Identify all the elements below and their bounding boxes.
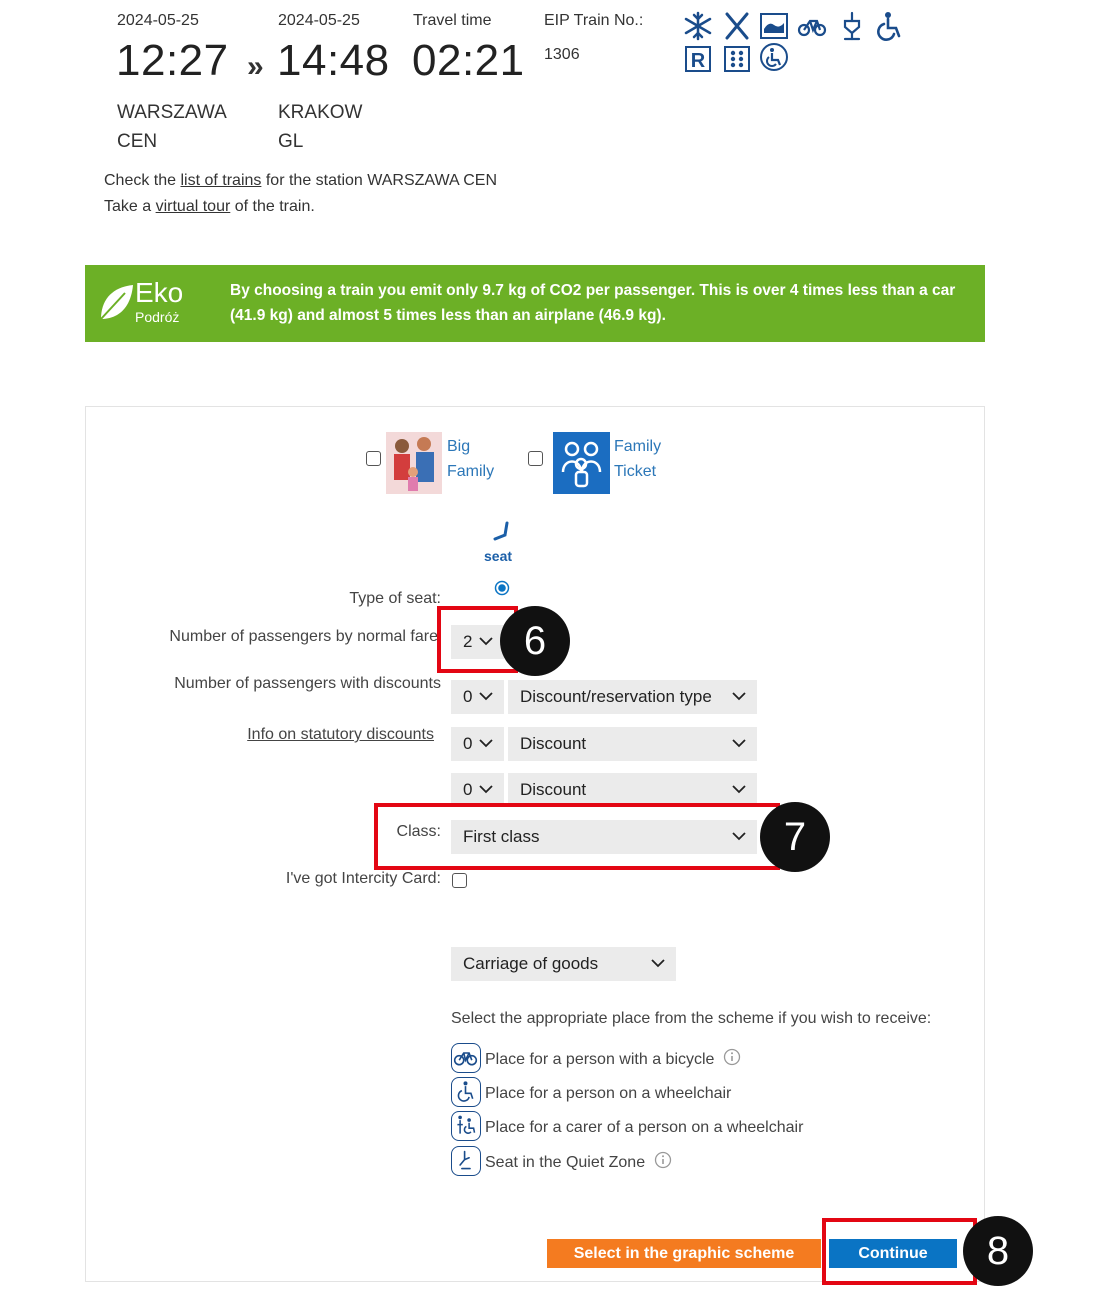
big-family-image xyxy=(386,432,442,494)
family-ticket-checkbox[interactable] xyxy=(528,451,543,466)
snowflake-icon xyxy=(683,11,713,41)
arrival-time: 14:48 xyxy=(277,36,390,85)
tour-prefix: Take a xyxy=(104,198,156,215)
check-suffix: for the station WARSZAWA CEN xyxy=(261,172,498,189)
type-of-seat-label: Type of seat: xyxy=(349,590,441,607)
carriage-value: Carriage of goods xyxy=(463,954,599,973)
step-8-badge: 8 xyxy=(963,1216,1033,1286)
family-ticket-label xyxy=(614,434,661,484)
statutory-discounts-link[interactable]: Info on statutory discounts xyxy=(247,726,434,743)
departure-station-line2: CEN xyxy=(117,131,158,152)
continue-button[interactable]: Continue xyxy=(829,1239,957,1268)
chevron-down-icon xyxy=(650,947,666,981)
arrival-station-line2: GL xyxy=(278,131,304,152)
departure-date: 2024-05-25 xyxy=(117,12,199,29)
quiet-zone-icon xyxy=(722,44,752,74)
big-family-label xyxy=(447,434,494,484)
family-ticket-line2: Ticket xyxy=(614,463,657,480)
arrival-station xyxy=(278,98,408,156)
highlight-class xyxy=(374,803,780,870)
direction-separator: » xyxy=(247,50,264,83)
discount-count-value: 0 xyxy=(463,780,473,799)
chevron-down-icon xyxy=(731,773,747,807)
eko-message: By choosing a train you emit only 9.7 kg of CO2 per passenger. This is over 4 times less than a car (41.9 kg) and almost 5 times less than an airplane (46.9 kg). xyxy=(230,282,956,324)
family-ticket-icon xyxy=(553,432,610,494)
seat-radio[interactable] xyxy=(494,580,510,596)
discount-count-value: 0 xyxy=(463,734,473,753)
big-family-checkbox[interactable] xyxy=(366,451,381,466)
carriage-of-goods-select[interactable] xyxy=(451,947,676,981)
train-number-label: EIP Train No.: xyxy=(544,12,644,29)
family-ticket-line1: Family xyxy=(614,438,662,455)
sleeper-icon xyxy=(759,11,789,41)
departure-station-line1: WARSZAWA xyxy=(117,102,227,123)
eko-logo-sub: Podróż xyxy=(135,309,180,325)
arrival-date: 2024-05-25 xyxy=(278,12,360,29)
bicycle-icon xyxy=(451,1043,481,1073)
wheelchair-icon xyxy=(451,1077,481,1107)
discount-type-value: Discount xyxy=(520,780,587,799)
discount-type-value: Discount/reservation type xyxy=(520,687,712,706)
place-wheelchair[interactable] xyxy=(451,1078,731,1110)
power-socket-icon xyxy=(837,11,867,41)
step-6-badge: 6 xyxy=(500,606,570,676)
seat-icon xyxy=(489,521,513,543)
class-label: Class: xyxy=(396,823,441,840)
list-of-trains-link[interactable]: list of trains xyxy=(180,172,262,189)
departure-time: 12:27 xyxy=(116,36,229,85)
restaurant-icon xyxy=(722,11,752,41)
place-label: Place for a carer of a person on a wheelchair xyxy=(485,1119,804,1136)
leaf-icon xyxy=(97,281,135,323)
place-label: Place for a person on a wheelchair xyxy=(485,1085,732,1102)
chevron-down-icon xyxy=(731,727,747,761)
chevron-down-icon xyxy=(478,727,494,761)
carer-icon xyxy=(759,42,789,72)
train-number: 1306 xyxy=(544,46,580,63)
intercity-card-checkbox[interactable] xyxy=(452,873,467,888)
seat-option-label: seat xyxy=(484,548,513,564)
bicycle-icon xyxy=(797,11,827,41)
chevron-down-icon xyxy=(731,680,747,714)
virtual-tour-info xyxy=(104,198,315,216)
svg-text:R: R xyxy=(690,50,706,72)
chevron-down-icon xyxy=(478,773,494,807)
place-label: Seat in the Quiet Zone xyxy=(485,1154,646,1171)
reservation-icon xyxy=(683,44,713,74)
place-bicycle[interactable] xyxy=(451,1044,741,1076)
normal-fare-value: 2 xyxy=(463,632,473,651)
virtual-tour-link[interactable]: virtual tour xyxy=(155,198,231,215)
departure-station xyxy=(117,98,247,156)
chevron-down-icon xyxy=(478,680,494,714)
discount-count-select-1[interactable] xyxy=(451,680,504,714)
eko-logo xyxy=(97,279,197,329)
discount-type-select-1[interactable] xyxy=(508,680,757,714)
discounts-label: Number of passengers with discounts xyxy=(174,675,441,692)
place-quiet-zone[interactable] xyxy=(451,1147,672,1179)
normal-fare-label: Number of passengers by normal fare xyxy=(169,628,438,645)
scheme-hint: Select the appropriate place from the scheme if you wish to receive: xyxy=(451,1010,932,1027)
big-family-line2: Family xyxy=(447,463,495,480)
highlight-continue xyxy=(822,1218,977,1285)
place-label: Place for a person with a bicycle xyxy=(485,1051,715,1068)
class-value: First class xyxy=(463,827,540,846)
discount-type-value: Discount xyxy=(520,734,587,753)
travel-time: 02:21 xyxy=(412,36,525,85)
big-family-line1: Big xyxy=(447,438,471,455)
tour-suffix: of the train. xyxy=(230,198,315,215)
discount-type-select-2[interactable] xyxy=(508,727,757,761)
discount-count-value: 0 xyxy=(463,687,473,706)
discount-type-select-3[interactable] xyxy=(508,773,757,807)
discount-count-select-3[interactable] xyxy=(451,773,504,807)
step-7-badge: 7 xyxy=(760,802,830,872)
check-prefix: Check the xyxy=(104,172,181,189)
quiet-zone-icon xyxy=(451,1146,481,1176)
carer-icon xyxy=(451,1111,481,1141)
place-carer[interactable] xyxy=(451,1112,803,1144)
discount-count-select-2[interactable] xyxy=(451,727,504,761)
station-trains-info xyxy=(104,172,497,190)
wheelchair-icon xyxy=(874,11,904,41)
info-icon[interactable] xyxy=(654,1151,672,1169)
arrival-station-line1: KRAKOW xyxy=(278,102,363,123)
intercity-card-label: I've got Intercity Card: xyxy=(285,870,441,887)
info-icon[interactable] xyxy=(723,1048,741,1066)
eko-logo-main: Eko xyxy=(135,277,184,308)
select-graphic-scheme-button[interactable]: Select in the graphic scheme xyxy=(547,1239,821,1268)
eko-banner xyxy=(85,265,985,342)
travel-time-label: Travel time xyxy=(413,12,492,29)
